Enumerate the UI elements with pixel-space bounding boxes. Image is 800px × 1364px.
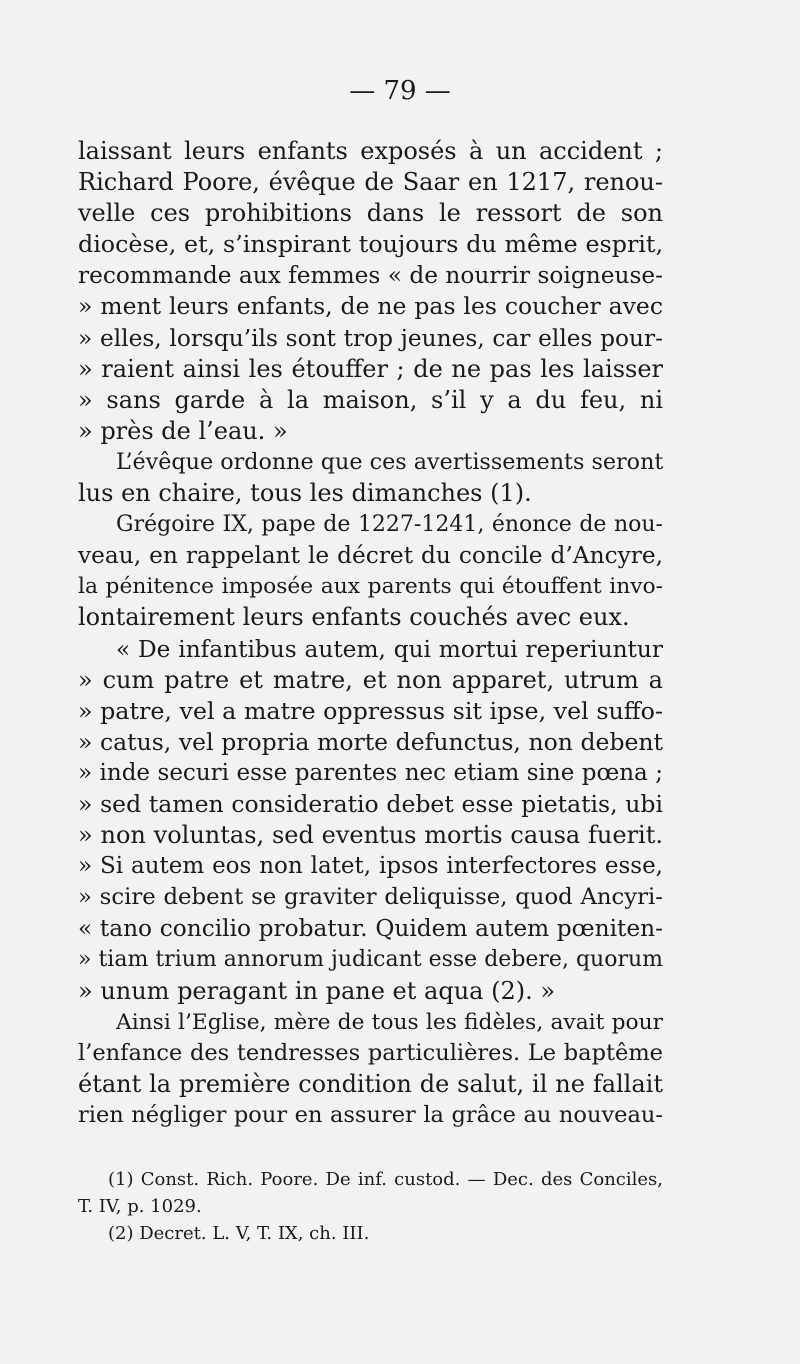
text-line: » unum peragant in pane et aqua (2). » bbox=[78, 976, 556, 1005]
text-line: « De infantibus autem, qui mortui reperiuntur bbox=[116, 635, 663, 663]
text-line: » raient ainsi les étouffer ; de ne pas les laisser bbox=[78, 354, 663, 383]
text-line: étant la première condition de salut, il ne fallait bbox=[78, 1069, 663, 1098]
text-line: lus en chaire, tous les dimanches (1). bbox=[78, 479, 532, 508]
footnote-line: T. IV, p. 1029. bbox=[78, 1196, 202, 1217]
text-line: » scire debent se graviter deliquisse, quod Ancyri- bbox=[78, 884, 663, 911]
text-line: » Si autem eos non latet, ipsos interfectores esse, bbox=[78, 853, 663, 880]
footnotes bbox=[78, 1166, 663, 1247]
text-line: » cum patre et matre, et non apparet, utrum a bbox=[78, 665, 663, 694]
text-line: Richard Poore, évêque de Saar en 1217, renou- bbox=[78, 168, 663, 197]
page-number: — 79 — bbox=[349, 76, 451, 106]
text-line: » sed tamen consideratio debet esse pietatis, ubi bbox=[78, 789, 663, 818]
text-line: » catus, vel propria morte defunctus, non debent bbox=[78, 727, 663, 756]
footnote-line: (2) Decret. L. V, T. IX, ch. III. bbox=[108, 1223, 370, 1244]
text-line: » près de l’eau. » bbox=[78, 416, 288, 445]
text-line: l’enfance des tendresses particulières. Le baptême bbox=[78, 1039, 663, 1066]
text-line: Grégoire IX, pape de 1227-1241, énonce de nou- bbox=[116, 512, 663, 538]
text-line: « tano concilio probatur. Quidem autem pœniten- bbox=[78, 915, 663, 943]
text-line: » patre, vel a matre oppressus sit ipse, vel suffo- bbox=[78, 696, 663, 725]
footnote-line: (1) Const. Rich. Poore. De inf. custod. — Dec. des Conciles, bbox=[108, 1169, 663, 1190]
text-line: lontairement leurs enfants couchés avec eux. bbox=[78, 603, 630, 632]
text-line: diocèse, et, s’inspirant toujours du même esprit, bbox=[78, 230, 663, 259]
body-text bbox=[78, 136, 663, 1131]
text-line: » non voluntas, sed eventus mortis causa fuerit. bbox=[78, 821, 663, 850]
text-line: rien négliger pour en assurer la grâce au nouveau- bbox=[78, 1101, 663, 1128]
text-line: » ment leurs enfants, de ne pas les coucher avec bbox=[78, 292, 663, 321]
text-line: » tiam trium annorum judicant esse debere, quorum bbox=[78, 947, 663, 973]
text-line: velle ces prohibitions dans le ressort de son bbox=[78, 199, 663, 228]
text-line: laissant leurs enfants exposés à un accident ; bbox=[78, 137, 663, 165]
text-line: la pénitence imposée aux parents qui étouffent invo- bbox=[78, 574, 663, 600]
text-line: » sans garde à la maison, s’il y a du feu, ni bbox=[78, 385, 663, 414]
text-line: L’évêque ordonne que ces avertissements seront bbox=[116, 448, 664, 475]
text-line: » elles, lorsqu’ils sont trop jeunes, car elles pour- bbox=[78, 324, 663, 352]
text-line: Ainsi l’Eglise, mère de tous les fidèles, avait pour bbox=[116, 1009, 663, 1035]
text-line: recommande aux femmes « de nourrir soigneuse- bbox=[78, 262, 663, 290]
text-line: » inde securi esse parentes nec etiam sine pœna ; bbox=[78, 759, 663, 786]
text-line: veau, en rappelant le décret du concile d’Ancyre, bbox=[78, 542, 663, 570]
